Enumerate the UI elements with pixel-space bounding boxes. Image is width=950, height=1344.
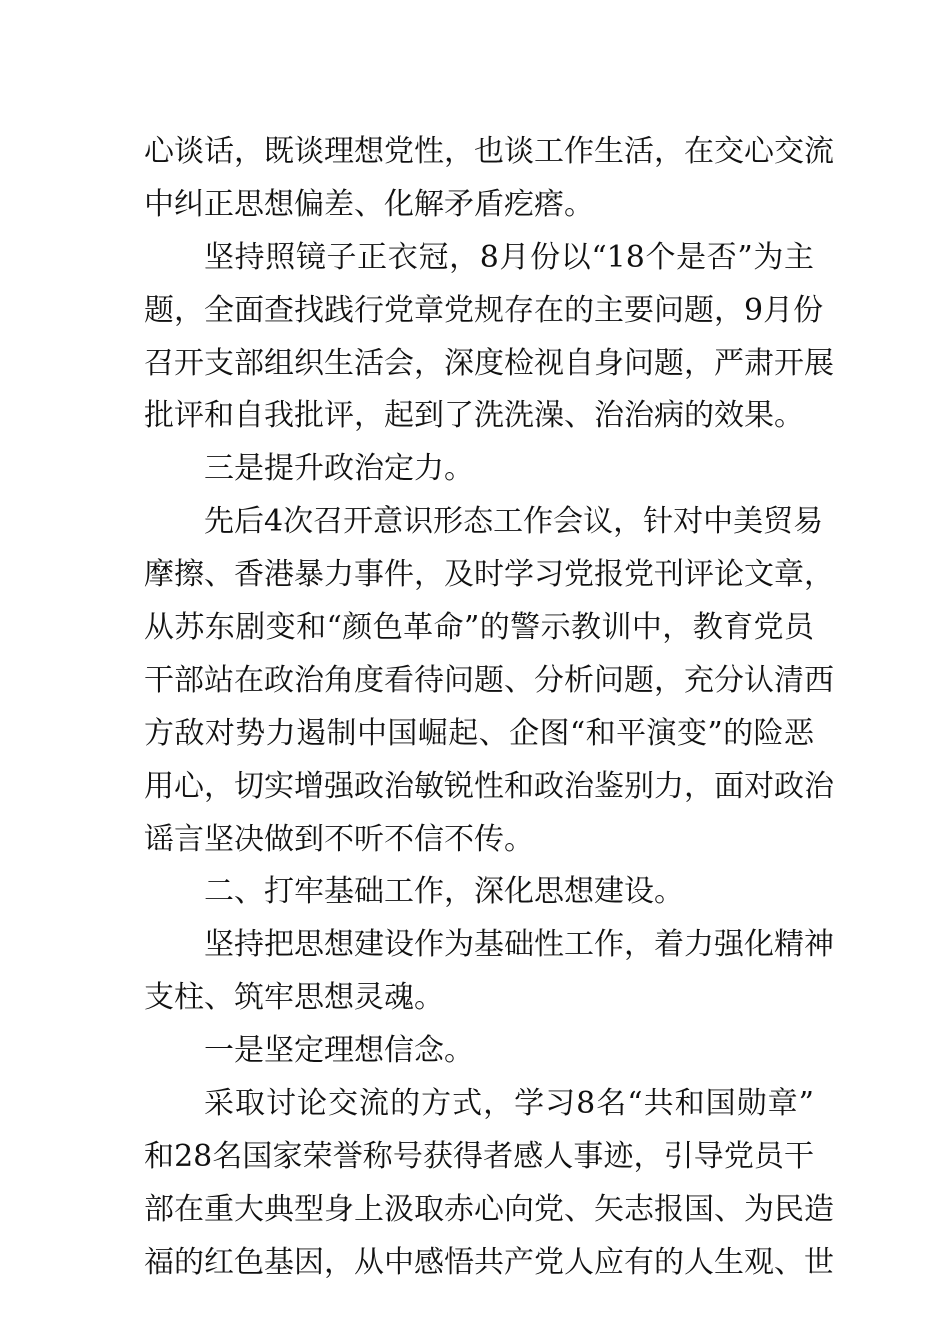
paragraph-first-line: 先后4次召开意识形态工作会议，针对中美贸易 <box>204 504 824 540</box>
document-body <box>144 126 834 1290</box>
text-line: 用心，切实增强政治敏锐性和政治鉴别力，面对政治 <box>144 768 834 804</box>
text-line: 部在重大典型身上汲取赤心向党、矢志报国、为民造 <box>144 1191 834 1227</box>
text-line: 心谈话，既谈理想党性，也谈工作生活，在交心交流 <box>144 134 834 169</box>
text-line: 召开支部组织生活会，深度检视自身问题，严肃开展 <box>144 345 834 381</box>
text-line: 干部站在政治角度看待问题、分析问题，充分认清西 <box>144 662 834 698</box>
text-line: 和28名国家荣誉称号获得者感人事迹，引导党员干 <box>144 1138 814 1174</box>
paragraph-first-line: 采取讨论交流的方式，学习8名“共和国勋章” <box>204 1086 814 1122</box>
text-line: 题，全面查找践行党章党规存在的主要问题，9月份 <box>144 292 824 328</box>
section-heading: 一是坚定理想信念。 <box>204 1033 474 1069</box>
text-line: 从苏东剧变和“颜色革命”的警示教训中，教育党员 <box>144 610 814 646</box>
section-heading: 三是提升政治定力。 <box>204 451 474 487</box>
paragraph-first-line: 坚持照镜子正衣冠，8月份以“18个是否”为主 <box>204 239 814 275</box>
text-line: 批评和自我批评，起到了洗洗澡、治治病的效果。 <box>144 398 804 434</box>
text-line: 福的红色基因，从中感悟共产党人应有的人生观、世 <box>144 1244 834 1280</box>
text-line: 谣言坚决做到不听不信不传。 <box>144 821 534 857</box>
text-line: 摩擦、香港暴力事件，及时学习党报党刊评论文章， <box>144 557 834 593</box>
text-line: 方敌对势力遏制中国崛起、企图“和平演变”的险恶 <box>144 715 814 751</box>
section-heading: 二、打牢基础工作，深化思想建设。 <box>204 874 684 910</box>
paragraph-first-line: 坚持把思想建设作为基础性工作，着力强化精神 <box>204 927 834 963</box>
text-line: 支柱、筑牢思想灵魂。 <box>144 980 444 1016</box>
text-line: 中纠正思想偏差、化解矛盾疙瘩。 <box>144 186 594 222</box>
